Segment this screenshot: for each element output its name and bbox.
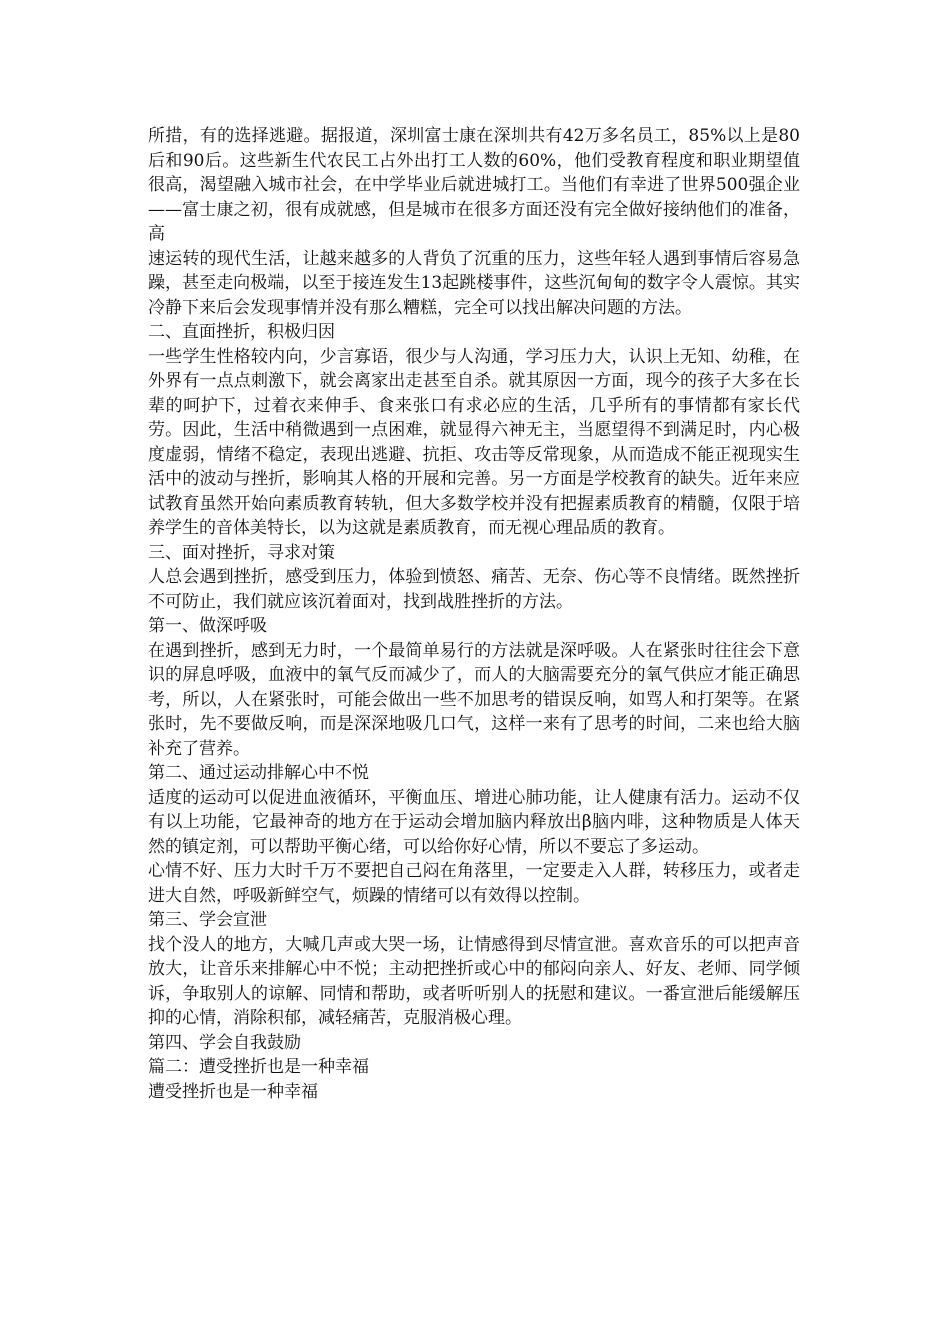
article-title-part-two: 篇二：遭受挫折也是一种幸福 (148, 1057, 369, 1077)
paragraph-modern-life-pressure: 速运转的现代生活，让越来越多的人背负了沉重的压力，这些年轻人遇到事情后容易急躁，甚至走向极端，以至于接连发生13起跳楼事件，这些沉甸甸的数字令人震惊。其实冷静下来后会发现事情并没有那么糟糕，完全可以找出解决问题的方法。 (148, 248, 800, 318)
paragraph-deep-breath: 在遇到挫折，感到无力时，一个最简单易行的方法就是深呼吸。人在紧张时往往会下意识的屏息呼吸，血液中的氧气反而减少了，而人的大脑需要充分的氧气供应才能正确思考，所以，人在紧张时，可能会做出一些不加思考的错误反响，如骂人和打架等。在紧张时，先不要做反响，而是深深地吸几口气，这样一来有了思考的时间，二来也给大脑补充了营养。 (148, 640, 800, 759)
paragraph-exercise: 适度的运动可以促进血液循环，平衡血压、增进心肺功能，让人健康有活力。运动不仅有以上功能，它最神奇的地方在于运动会增加脑内释放出β脑内啡，这种物质是人体天然的镇定剂，可以帮助平衡心绪，可以给你好心情，所以不要忘了多运动。 (148, 787, 800, 857)
subheading-self-encouragement: 第四、学会自我鼓励 (148, 1032, 301, 1053)
section-heading-face-frustration: 二、直面挫折，积极归因 (148, 322, 335, 342)
paragraph-go-outside: 心情不好、压力大时千万不要把自己闷在角落里，一定要走入人群，转移压力，或者走进大自然，呼吸新鲜空气，烦躁的情绪可以有效得以控制。 (148, 861, 800, 906)
subheading-deep-breath: 第一、做深呼吸 (148, 616, 267, 636)
paragraph-vent: 找个没人的地方，大喊几声或大哭一场，让情感得到尽情宣泄。喜欢音乐的可以把声音放大，让音乐来排解心中不悦；主动把挫折或心中的郁闷向亲人、好友、老师、同学倾诉，争取别人的谅解、同情和帮助，或者听听别人的抚慰和建议。一番宣泄后能缓解压抑的心情，消除积郁，减轻痛苦，克服消极心理。 (148, 934, 800, 1028)
paragraph-student-causes: 一些学生性格较内向，少言寡语，很少与人沟通，学习压力大，认识上无知、幼稚，在外界有一点点刺激下，就会离家出走甚至自杀。就其原因一方面，现今的孩子大多在长辈的呵护下，过着衣来伸手、食来张口有求必应的生活，几乎所有的事情都有家长代劳。因此，生活中稍微遇到一点困难，就显得六神无主，当愿望得不到满足时，内心极度虚弱，情绪不稳定，表现出逃避、抗拒、攻击等反常现象，从而造成不能正视现实生活中的波动与挫折，影响其人格的开展和完善。另一方面是学校教育的缺失。近年来应试教育虽然开始向素质教育转轨，但大多数学校并没有把握素质教育的精髓，仅限于培养学生的音体美特长，以为这就是素质教育，而无视心理品质的教育。 (148, 346, 800, 538)
paragraph-foxconn-intro: 所措，有的选择逃避。据报道，深圳富士康在深圳共有42万多名员工，85%以上是80后和90后。这些新生代农民工占外出打工人数的60%，他们受教育程度和职业期望值很高，渴望融入城市社会，在中学毕业后就进城打工。当他们有幸进了世界500强企业——富士康之初，很有成就感，但是城市在很多方面还没有完全做好接纳他们的准备，高 (148, 126, 800, 244)
document-page (148, 124, 800, 1104)
paragraph-calm-facing: 人总会遇到挫折，感受到压力，体验到愤怒、痛苦、无奈、伤心等不良情绪。既然挫折不可防止，我们就应该沉着面对，找到战胜挫折的方法。 (148, 567, 800, 612)
article-subtitle: 遭受挫折也是一种幸福 (148, 1081, 318, 1102)
subheading-vent: 第三、学会宣泄 (148, 910, 267, 930)
subheading-exercise: 第二、通过运动排解心中不悦 (148, 763, 369, 783)
section-heading-seek-solutions: 三、面对挫折，寻求对策 (148, 542, 335, 563)
